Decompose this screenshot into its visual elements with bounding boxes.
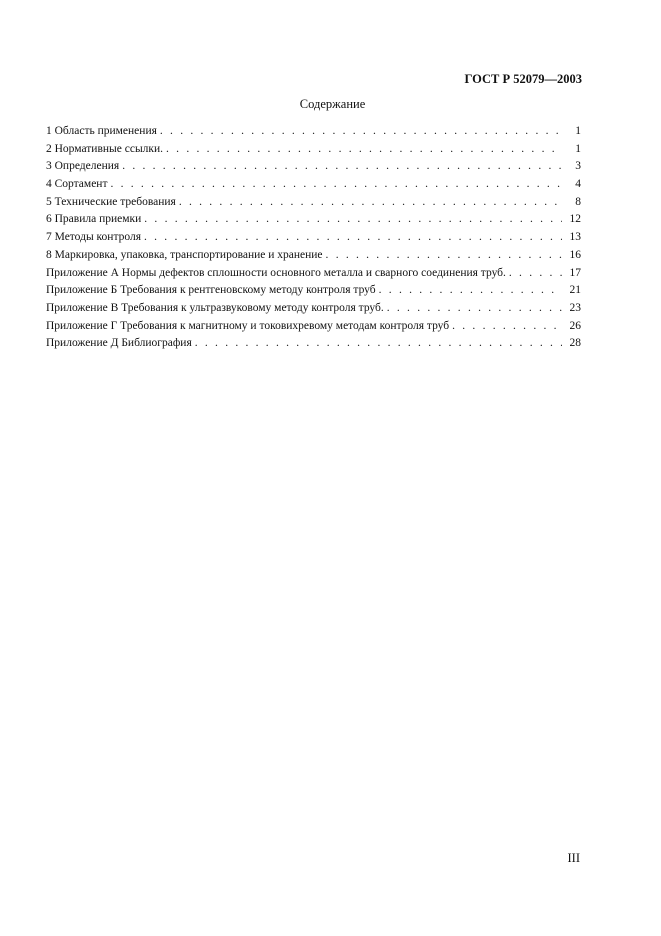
toc-entry-page: 1 xyxy=(575,142,581,155)
toc-entry-page: 23 xyxy=(569,301,581,314)
toc-entry-page: 4 xyxy=(575,178,581,191)
toc-entry-appendix-g[interactable] xyxy=(46,318,581,336)
toc-entry-3[interactable] xyxy=(46,158,581,176)
toc-entry-5[interactable] xyxy=(46,194,581,212)
toc-leader-dots xyxy=(179,194,562,212)
toc-leader-dots xyxy=(122,158,562,176)
toc-entry-title: 5 Технические требования xyxy=(46,195,176,208)
toc-entry-6[interactable] xyxy=(46,211,581,229)
toc-entry-page: 28 xyxy=(569,337,581,350)
toc-entry-title: 2 Нормативные ссылки. xyxy=(46,142,164,155)
toc-entry-page: 21 xyxy=(569,284,581,297)
document-code: ГОСТ Р 52079—2003 xyxy=(464,72,582,86)
toc-entry-appendix-v[interactable] xyxy=(46,300,581,318)
toc-entry-appendix-b[interactable] xyxy=(46,282,581,300)
toc-entry-page: 16 xyxy=(569,248,581,261)
toc-entry-8[interactable] xyxy=(46,247,581,265)
toc-entry-page: 17 xyxy=(569,266,581,279)
toc-entry-title: Приложение В Требования к ультразвуковому методу контроля труб. xyxy=(46,301,384,314)
toc-entry-page: 12 xyxy=(569,213,581,226)
toc-leader-dots xyxy=(387,300,562,318)
toc-title: Содержание xyxy=(299,97,366,111)
toc-entry-1[interactable] xyxy=(46,123,581,141)
toc-leader-dots xyxy=(110,176,562,194)
table-of-contents xyxy=(46,123,581,353)
toc-entry-page: 26 xyxy=(569,319,581,332)
toc-entry-page: 8 xyxy=(575,195,581,208)
toc-leader-dots xyxy=(144,211,562,229)
toc-entry-4[interactable] xyxy=(46,176,581,194)
toc-leader-dots xyxy=(144,229,562,247)
toc-entry-title: Приложение А Нормы дефектов сплошности основного металла и сварного соединения труб. xyxy=(46,266,506,279)
toc-leader-dots xyxy=(379,282,562,300)
toc-entry-title: 4 Сортамент xyxy=(46,178,108,191)
toc-entry-7[interactable] xyxy=(46,229,581,247)
toc-leader-dots xyxy=(326,247,562,265)
toc-leader-dots xyxy=(166,141,562,159)
toc-entry-title: 7 Методы контроля xyxy=(46,231,141,244)
toc-entry-2[interactable] xyxy=(46,141,581,159)
toc-entry-title: Приложение Д Библиография xyxy=(46,337,192,350)
page-number: III xyxy=(567,851,580,865)
toc-entry-title: 3 Определения xyxy=(46,160,120,173)
toc-entry-title: 1 Область применения xyxy=(46,125,157,137)
toc-entry-title: 6 Правила приемки xyxy=(46,213,142,226)
toc-leader-dots xyxy=(160,123,562,141)
toc-entry-title: Приложение Б Требования к рентгеновскому методу контроля труб xyxy=(46,284,376,297)
toc-entry-title: 8 Маркировка, упаковка, транспортирование и хранение xyxy=(46,248,323,261)
toc-entry-page: 3 xyxy=(575,160,581,173)
toc-entry-appendix-a[interactable] xyxy=(46,265,581,283)
toc-entry-page: 13 xyxy=(569,231,581,244)
toc-entry-appendix-d[interactable] xyxy=(46,335,581,353)
toc-leader-dots xyxy=(195,335,562,353)
toc-entry-page: 1 xyxy=(575,125,581,137)
toc-leader-dots xyxy=(509,265,562,283)
toc-entry-title: Приложение Г Требования к магнитному и токовихревому методам контроля труб xyxy=(46,319,450,332)
toc-leader-dots xyxy=(452,318,562,336)
